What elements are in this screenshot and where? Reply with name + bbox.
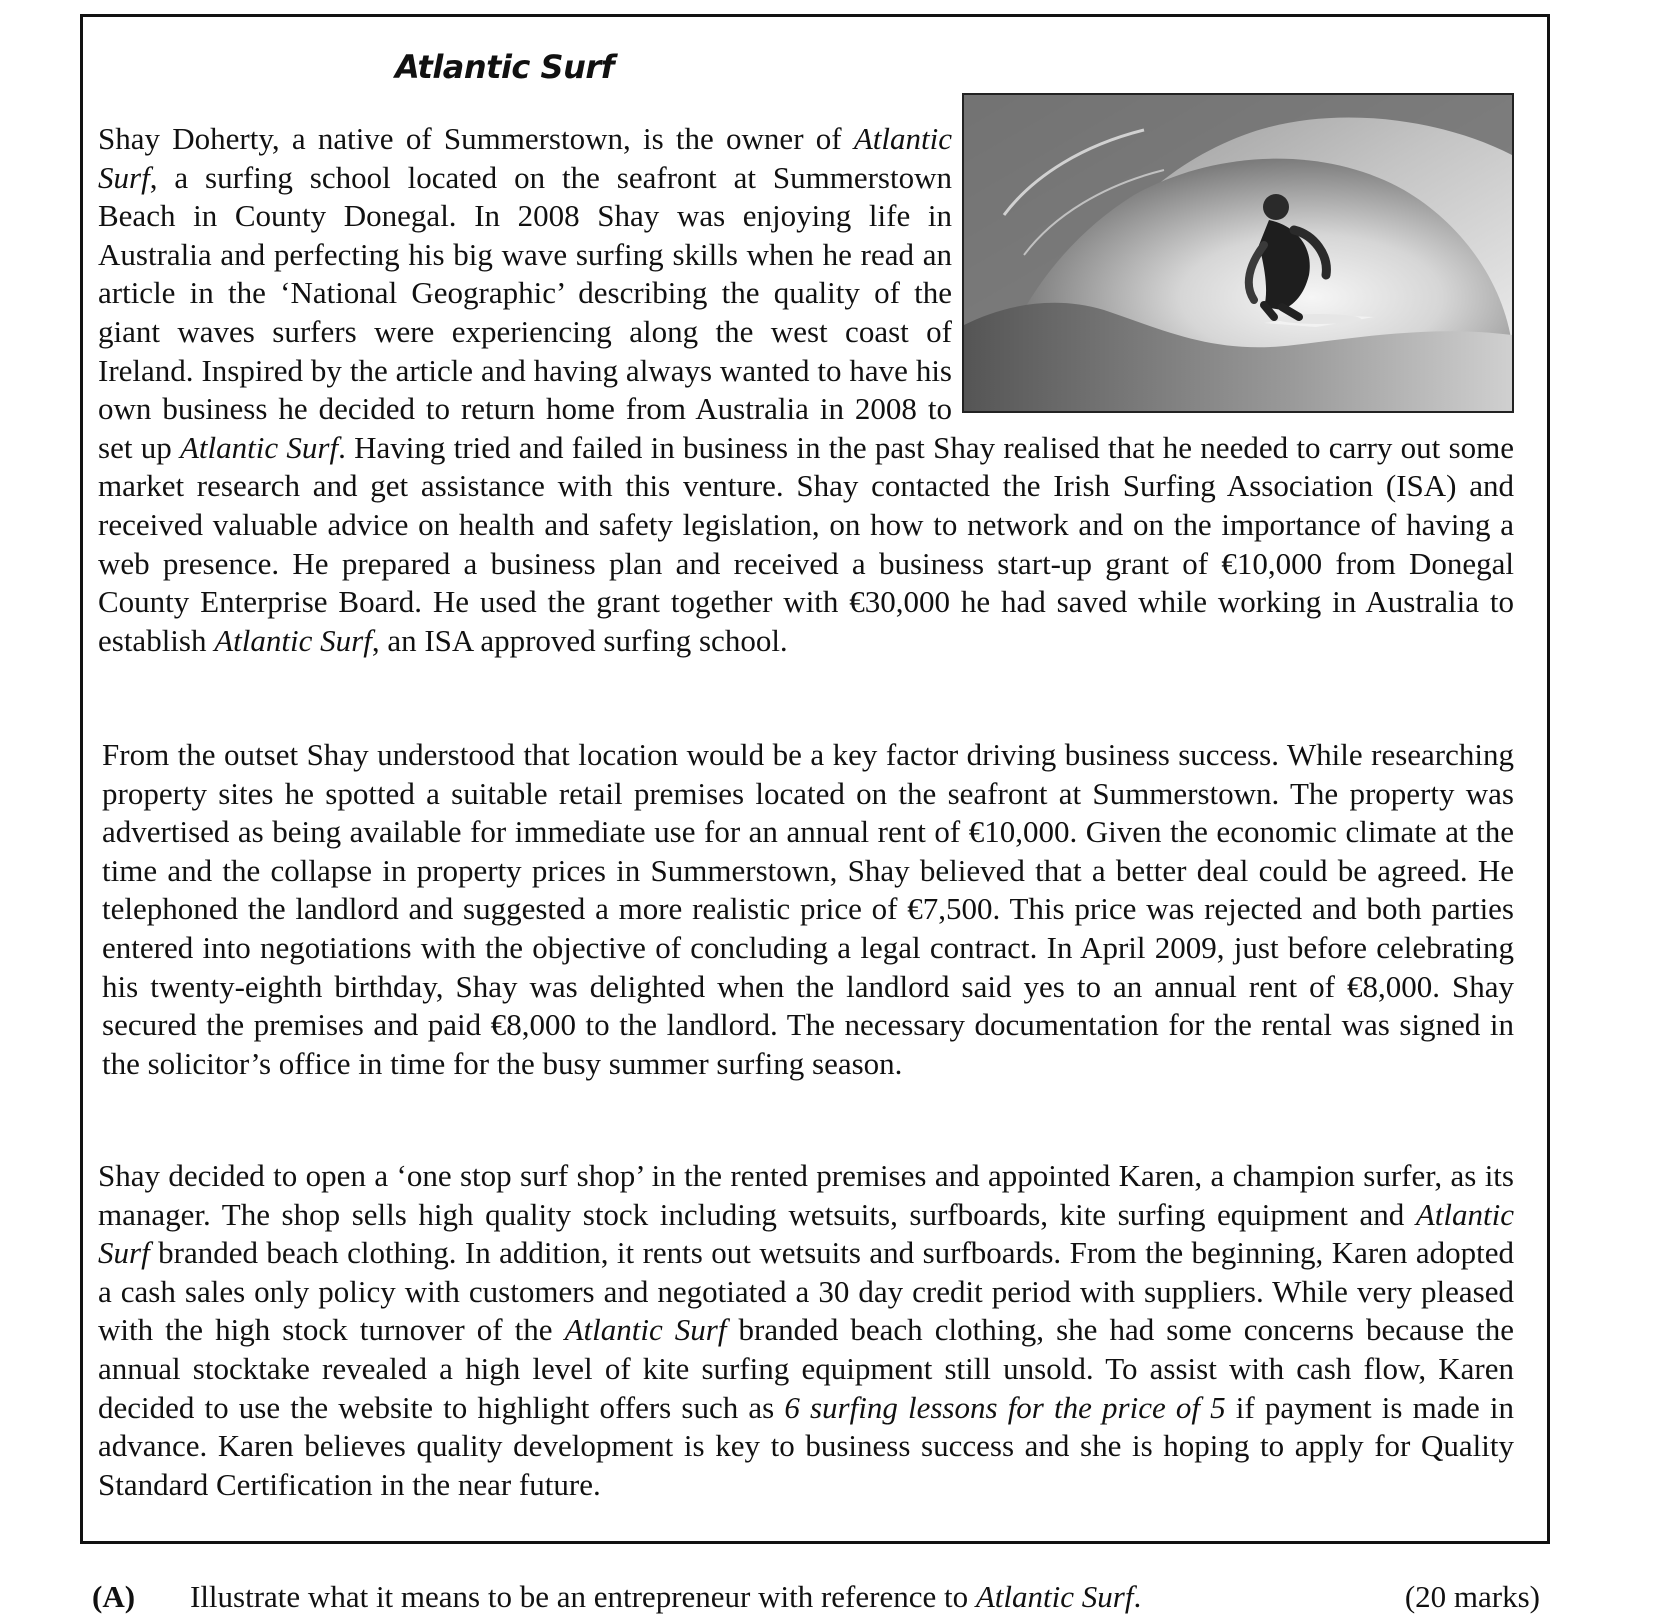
italic-text-run: Atlantic Surf <box>214 622 372 658</box>
question-text-main: Illustrate what it means to be an entrepreneur with reference to <box>190 1579 976 1614</box>
case-paragraph-3 <box>98 1157 1514 1504</box>
question-label: (A) <box>92 1579 136 1614</box>
text-run: , an ISA approved surfing school. <box>371 622 788 658</box>
paragraph-2-text <box>102 737 1514 1081</box>
italic-text-run: Atlantic Surf <box>98 1196 1514 1271</box>
text-run: branded beach clothing. In addition, it rents out wetsuits and surfboards. From the beginning, Karen adopted a cash sales only policy with customers and negotiated a 30 day credit period with suppliers. While very pleased with the high stock turnover of the <box>98 1235 1514 1348</box>
question-text-italic: Atlantic Surf <box>975 1579 1134 1614</box>
text-run: , a surfing school located on the seafront at Summerstown Beach in County Donegal. In 2008 Shay was enjoying life in Australia and perfecting his big wave surfing skills when he read an article in the ‘National Geographic’ describing the quality of the giant waves surfers were experiencing along the west coast of Ireland. Inspired by the article and having always wanted to have his own business he decided to return home from Australia in 2008 to set up <box>98 159 952 465</box>
italic-text-run: Atlantic Surf <box>179 429 339 465</box>
italic-text-run: 6 surfing lessons for the price of 5 <box>784 1389 1226 1425</box>
text-run: if payment is made in advance. Karen believes quality development is key to business success and she is hoping to apply for Quality Standard Certification in the near future. <box>98 1389 1514 1502</box>
question-marks: (20 marks) <box>1404 1579 1540 1614</box>
text-run: From the outset Shay understood that location would be a key factor driving business success. While researching property sites he spotted a suitable retail premises located on the seafront at Summerstown. The property was advertised as being available for immediate use for an annual rent of €10,000. Given the economic climate at the time and the collapse in property prices in Summerstown, Shay believed that a better deal could be agreed. He telephoned the landlord and suggested a more realistic price of €7,500. This price was rejected and both parties entered into negotiations with the objective of concluding a legal contract. In April 2009, just before celebrating his twenty-eighth birthday, Shay was delighted when the landlord said yes to an annual rent of €8,000. Shay secured the premises and paid €8,000 to the landlord. The necessary documentation for the rental was signed in the solicitor’s office in time for the busy summer surfing season. <box>102 737 1514 1081</box>
paragraph-3-text <box>98 1158 1514 1502</box>
case-paragraph-1 <box>98 120 1514 660</box>
case-paragraph-2 <box>102 736 1514 1083</box>
italic-text-run: Atlantic Surf <box>564 1312 727 1348</box>
question-text-end: . <box>1133 1579 1142 1614</box>
text-run: Shay decided to open a ‘one stop surf shop’ in the rented premises and appointed Karen, a champion surfer, as its manager. The shop sells high quality stock including wetsuits, surfboards, kite surfing equipment and <box>98 1158 1514 1232</box>
question-text <box>190 1578 1141 1616</box>
case-study-title: Atlantic Surf <box>395 48 615 86</box>
text-run: Shay Doherty, a native of Summerstown, is the owner of <box>98 121 854 156</box>
text-run: . Having tried and failed in business in the past Shay realised that he needed to carry out some market research and get assistance with this venture. Shay contacted the Irish Surfing Association (ISA) and received valuable advice on health and safety legislation, on how to network and on the importance of having a web presence. He prepared a business plan and received a business start-up grant of €10,000 from Donegal County Enterprise Board. He used the grant together with €30,000 he had saved while working in Australia to establish <box>98 429 1515 658</box>
italic-text-run: Atlantic Surf <box>98 121 952 195</box>
text-run: branded beach clothing, she had some concerns because the annual stocktake revealed a high level of kite surfing equipment still unsold. To assist with cash flow, Karen decided to use the website to highlight offers such as <box>98 1312 1514 1425</box>
